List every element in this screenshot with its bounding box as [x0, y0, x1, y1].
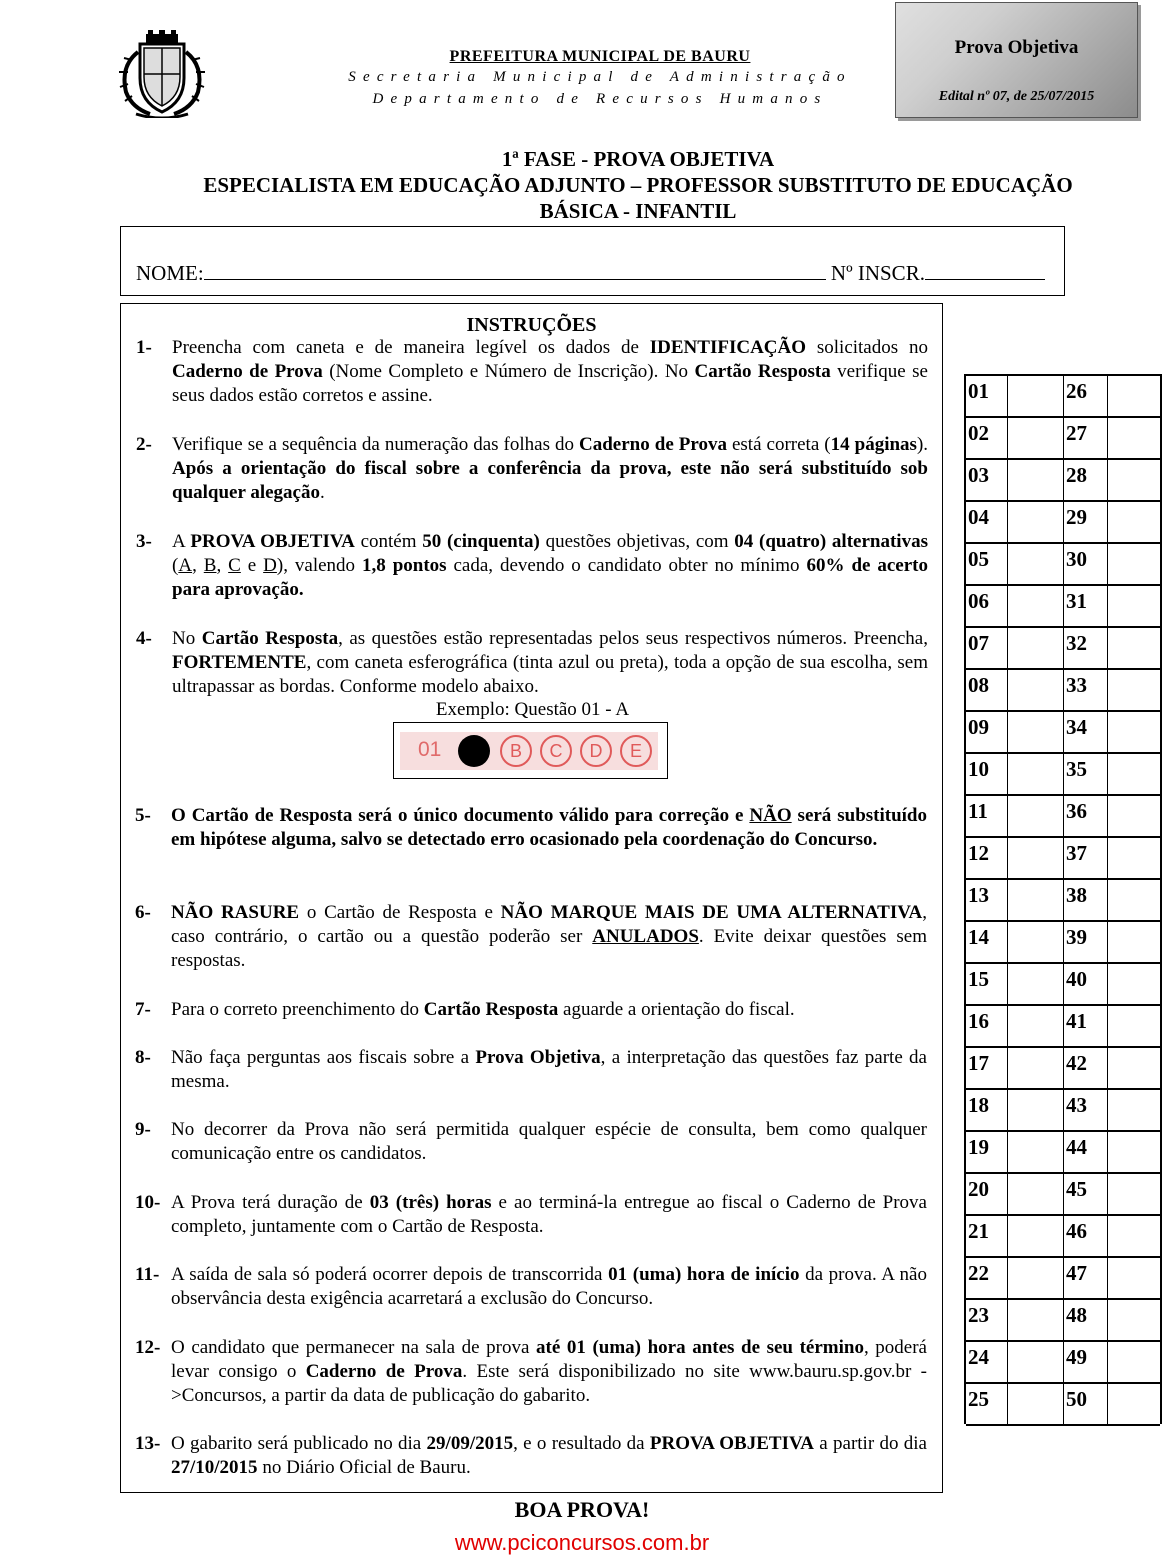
question-number: 17 [966, 1048, 1008, 1088]
bubble-option-b: B [500, 735, 532, 767]
question-number: 49 [1064, 1342, 1108, 1382]
question-number: 43 [1064, 1090, 1108, 1130]
question-number: 27 [1064, 418, 1108, 458]
answer-grid-row [966, 922, 1160, 964]
question-number: 01 [966, 376, 1008, 416]
bubble-option-c: C [540, 735, 572, 767]
instruction-text: O candidato que permanecer na sala de prova até 01 (uma) hora antes de seu término, poderá levar consigo o Caderno de Prova. Este será disponibilizado no site www.bauru.sp.gov.br ->Concursos, a partir da data de publicação do gabarito. [171, 1337, 928, 1406]
stamp-title: Prova Objetiva [954, 37, 1079, 58]
answer-grid-row [966, 628, 1160, 670]
answer-cell[interactable] [1108, 1090, 1160, 1130]
answer-cell[interactable] [1108, 1048, 1160, 1088]
answer-cell[interactable] [1108, 460, 1160, 500]
instruction-text: A PROVA OBJETIVA contém 50 (cinquenta) questões objetivas, com 04 (quatro) alternativas (A, B, C e D), valendo 1,8 pontos cada, devendo o candidato obter no mínimo 60% de acerto para aprovação. [172, 531, 929, 600]
instruction-text: O Cartão de Resposta será o único documento válido para correção e NÃO será substituído em hipótese alguma, salvo se detectado erro ocasionado pela coordenação do Concurso. [171, 805, 927, 850]
answer-grid-row [966, 1174, 1160, 1216]
answer-grid-row [966, 1300, 1160, 1342]
question-number: 44 [1064, 1132, 1108, 1172]
bubble-option-e: E [620, 735, 652, 767]
phase-line-3: BÁSICA - INFANTIL [539, 199, 737, 223]
question-number: 37 [1064, 838, 1108, 878]
instruction-number: 1- [136, 337, 152, 358]
question-number: 46 [1064, 1216, 1108, 1256]
header-departamento: Departamento de Recursos Humanos [372, 91, 828, 107]
answer-cell[interactable] [1008, 1342, 1064, 1382]
boa-prova: BOA PROVA! [514, 1497, 650, 1522]
question-number: 12 [966, 838, 1008, 878]
question-number: 23 [966, 1300, 1008, 1340]
question-number: 05 [966, 544, 1008, 584]
answer-cell[interactable] [1108, 544, 1160, 584]
answer-cell[interactable] [1008, 502, 1064, 542]
question-number: 13 [966, 880, 1008, 920]
instruction-number: 11- [135, 1264, 160, 1285]
instructions-box [120, 303, 943, 1493]
question-number: 42 [1064, 1048, 1108, 1088]
question-number: 18 [966, 1090, 1008, 1130]
question-number: 32 [1064, 628, 1108, 668]
answer-cell[interactable] [1108, 838, 1160, 878]
question-number: 10 [966, 754, 1008, 794]
instruction-number: 7- [135, 999, 151, 1020]
stamp-edital: Edital nº 07, de 25/07/2015 [938, 89, 1095, 104]
question-number: 30 [1064, 544, 1108, 584]
question-number: 41 [1064, 1006, 1108, 1046]
question-number: 39 [1064, 922, 1108, 962]
header [330, 48, 870, 110]
answer-grid-row [966, 838, 1160, 880]
site-link[interactable]: www.pciconcursos.com.br [454, 1530, 710, 1555]
answer-grid-row [966, 502, 1160, 544]
answer-cell[interactable] [1008, 544, 1064, 584]
question-number: 31 [1064, 586, 1108, 626]
answer-cell[interactable] [1008, 964, 1064, 1004]
name-label: NOME: [136, 261, 204, 285]
example-question-number: 01 [418, 738, 442, 761]
phase-line-2: ESPECIALISTA EM EDUCAÇÃO ADJUNTO – PROFESSOR SUBSTITUTO DE EDUCAÇÃO [203, 173, 1073, 197]
question-number: 24 [966, 1342, 1008, 1382]
answer-grid-row [966, 712, 1160, 754]
question-number: 50 [1064, 1384, 1108, 1424]
question-number: 14 [966, 922, 1008, 962]
example-answer-box [393, 722, 668, 779]
instruction-number: 8- [135, 1047, 151, 1068]
name-field[interactable] [204, 262, 826, 280]
example-label: Exemplo: Questão 01 - A [435, 699, 630, 720]
answer-grid-row [966, 1006, 1160, 1048]
question-number: 45 [1064, 1174, 1108, 1214]
answer-grid-row [966, 670, 1160, 712]
instruction-number: 5- [135, 805, 151, 826]
instruction-text: Verifique se a sequência da numeração das folhas do Caderno de Prova está correta (14 páginas). Após a orientação do fiscal sobre a conferência da prova, este não será substituído sob qualquer alegação. [172, 434, 929, 503]
answer-grid-row [966, 376, 1160, 418]
answer-cell[interactable] [1108, 1258, 1160, 1298]
question-number: 19 [966, 1132, 1008, 1172]
answer-grid-row [966, 1258, 1160, 1300]
question-number: 38 [1064, 880, 1108, 920]
answer-grid-row [966, 1048, 1160, 1090]
phase-heading [118, 146, 1158, 224]
inscr-label: Nº INSCR. [830, 261, 925, 285]
answer-cell[interactable] [1008, 754, 1064, 794]
answer-cell[interactable] [1008, 670, 1064, 710]
answer-cell[interactable] [1108, 586, 1160, 626]
question-number: 47 [1064, 1258, 1108, 1298]
answer-grid-row [966, 754, 1160, 796]
question-number: 07 [966, 628, 1008, 668]
question-number: 33 [1064, 670, 1108, 710]
answer-cell[interactable] [1008, 922, 1064, 962]
instruction-text: A saída de sala só poderá ocorrer depois de transcorrida 01 (uma) hora de início da prova. A não observância desta exigência acarretará a exclusão do Concurso. [171, 1264, 927, 1309]
question-number: 36 [1064, 796, 1108, 836]
answer-cell[interactable] [1108, 1132, 1160, 1172]
exam-stamp [895, 2, 1138, 118]
answer-cell[interactable] [1008, 1048, 1064, 1088]
instruction-number: 4- [136, 628, 152, 649]
question-number: 22 [966, 1258, 1008, 1298]
municipal-coat-of-arms-icon [110, 30, 214, 118]
answer-cell[interactable] [1008, 1216, 1064, 1256]
question-number: 34 [1064, 712, 1108, 752]
instruction-number: 12- [135, 1337, 161, 1358]
question-number: 48 [1064, 1300, 1108, 1340]
answer-grid-row [966, 460, 1160, 502]
answer-cell[interactable] [1108, 964, 1160, 1004]
answer-cell[interactable] [1008, 1384, 1064, 1424]
answer-cell[interactable] [1108, 670, 1160, 710]
identification-box [120, 226, 1065, 296]
question-number: 20 [966, 1174, 1008, 1214]
question-number: 15 [966, 964, 1008, 1004]
instruction-number: 2- [136, 434, 152, 455]
answer-grid-row [966, 1216, 1160, 1258]
answer-cell[interactable] [1108, 1216, 1160, 1256]
instruction-text: Não faça perguntas aos fiscais sobre a Prova Objetiva, a interpretação das questões faz parte da mesma. [171, 1047, 927, 1092]
instruction-text: A Prova terá duração de 03 (três) horas e ao terminá-la entregue ao fiscal o Caderno de Prova completo, juntamente com o Cartão de Resposta. [171, 1192, 927, 1237]
answer-grid-row [966, 1342, 1160, 1384]
answer-cell[interactable] [1008, 880, 1064, 920]
answer-cell[interactable] [1008, 460, 1064, 500]
answer-cell[interactable] [1108, 1384, 1160, 1424]
answer-grid-row [966, 1132, 1160, 1174]
answer-cell[interactable] [1008, 1132, 1064, 1172]
answer-grid-row [966, 1090, 1160, 1132]
question-number: 03 [966, 460, 1008, 500]
bubble-option-d: D [580, 735, 612, 767]
answer-cell[interactable] [1108, 1174, 1160, 1214]
answer-cell[interactable] [1108, 502, 1160, 542]
answer-cell[interactable] [1108, 1300, 1160, 1340]
instruction-text: No Cartão Resposta, as questões estão representadas pelos seus respectivos números. Preencha, FORTEMENTE, com caneta esferográfica (tinta azul ou preta), toda a opção de sua escolha, sem ultrapassar as bordas. Conforme modelo abaixo. [172, 628, 928, 697]
instruction-number: 13- [135, 1433, 161, 1454]
answer-cell[interactable] [1108, 628, 1160, 668]
answer-cell[interactable] [1008, 838, 1064, 878]
instruction-number: 6- [135, 902, 151, 923]
question-number: 26 [1064, 376, 1108, 416]
question-number: 16 [966, 1006, 1008, 1046]
inscr-field[interactable] [925, 262, 1045, 280]
instructions-title: INSTRUÇÕES [466, 314, 597, 336]
instruction-text: O gabarito será publicado no dia 29/09/2015, e o resultado da PROVA OBJETIVA a partir do dia 27/10/2015 no Diário Oficial de Bauru. [171, 1433, 927, 1478]
example-answer-row [400, 732, 658, 770]
phase-line-1: 1ª FASE - PROVA OBJETIVA [501, 147, 775, 171]
answer-grid-row [966, 880, 1160, 922]
question-number: 25 [966, 1384, 1008, 1424]
answer-cell[interactable] [1108, 754, 1160, 794]
header-title: PREFEITURA MUNICIPAL DE BAURU [449, 48, 751, 65]
instruction-text: Preencha com caneta e de maneira legível os dados de IDENTIFICAÇÃO solicitados no Caderno de Prova (Nome Completo e Número de Inscrição). No Cartão Resposta verifique se seus dados estão corretos e assine. [172, 337, 928, 406]
question-number: 40 [1064, 964, 1108, 1004]
question-number: 09 [966, 712, 1008, 752]
answer-grid [964, 374, 1162, 1424]
answer-cell[interactable] [1008, 1090, 1064, 1130]
answer-cell[interactable] [1008, 1258, 1064, 1298]
answer-grid-row [966, 796, 1160, 838]
answer-grid-row [966, 964, 1160, 1006]
question-number: 21 [966, 1216, 1008, 1256]
answer-cell[interactable] [1108, 418, 1160, 458]
filled-bubble-icon [458, 735, 490, 767]
question-number: 11 [966, 796, 1008, 836]
instruction-text: NÃO RASURE o Cartão de Resposta e NÃO MARQUE MAIS DE UMA ALTERNATIVA, caso contrário, o cartão ou a questão poderão ser ANULADOS. Evite deixar questões sem respostas. [171, 902, 927, 971]
answer-cell[interactable] [1008, 1006, 1064, 1046]
answer-cell[interactable] [1108, 712, 1160, 752]
answer-cell[interactable] [1008, 418, 1064, 458]
answer-cell[interactable] [1008, 796, 1064, 836]
answer-grid-row [966, 418, 1160, 460]
name-line [136, 261, 1045, 286]
answer-cell[interactable] [1108, 1342, 1160, 1382]
answer-grid-row [966, 586, 1160, 628]
answer-cell[interactable] [1008, 376, 1064, 416]
question-number: 08 [966, 670, 1008, 710]
instruction-number: 9- [135, 1119, 151, 1140]
answer-cell[interactable] [1008, 1300, 1064, 1340]
question-number: 28 [1064, 460, 1108, 500]
answer-cell[interactable] [1108, 1006, 1160, 1046]
answer-cell[interactable] [1108, 796, 1160, 836]
answer-grid-row [966, 544, 1160, 586]
question-number: 35 [1064, 754, 1108, 794]
answer-cell[interactable] [1108, 880, 1160, 920]
answer-cell[interactable] [1008, 628, 1064, 668]
instruction-text: No decorrer da Prova não será permitida qualquer espécie de consulta, bem como qualquer comunicação entre os candidatos. [171, 1119, 927, 1164]
answer-cell[interactable] [1008, 712, 1064, 752]
answer-cell[interactable] [1008, 586, 1064, 626]
question-number: 06 [966, 586, 1008, 626]
instruction-text: Para o correto preenchimento do Cartão Resposta aguarde a orientação do fiscal. [171, 999, 795, 1020]
answer-cell[interactable] [1008, 1174, 1064, 1214]
answer-cell[interactable] [1108, 376, 1160, 416]
question-number: 02 [966, 418, 1008, 458]
instruction-number: 10- [135, 1192, 161, 1213]
answer-grid-row [966, 1384, 1160, 1426]
answer-cell[interactable] [1108, 922, 1160, 962]
question-number: 04 [966, 502, 1008, 542]
question-number: 29 [1064, 502, 1108, 542]
instruction-number: 3- [136, 531, 152, 552]
header-secretaria: Secretaria Municipal de Administração [348, 69, 852, 85]
